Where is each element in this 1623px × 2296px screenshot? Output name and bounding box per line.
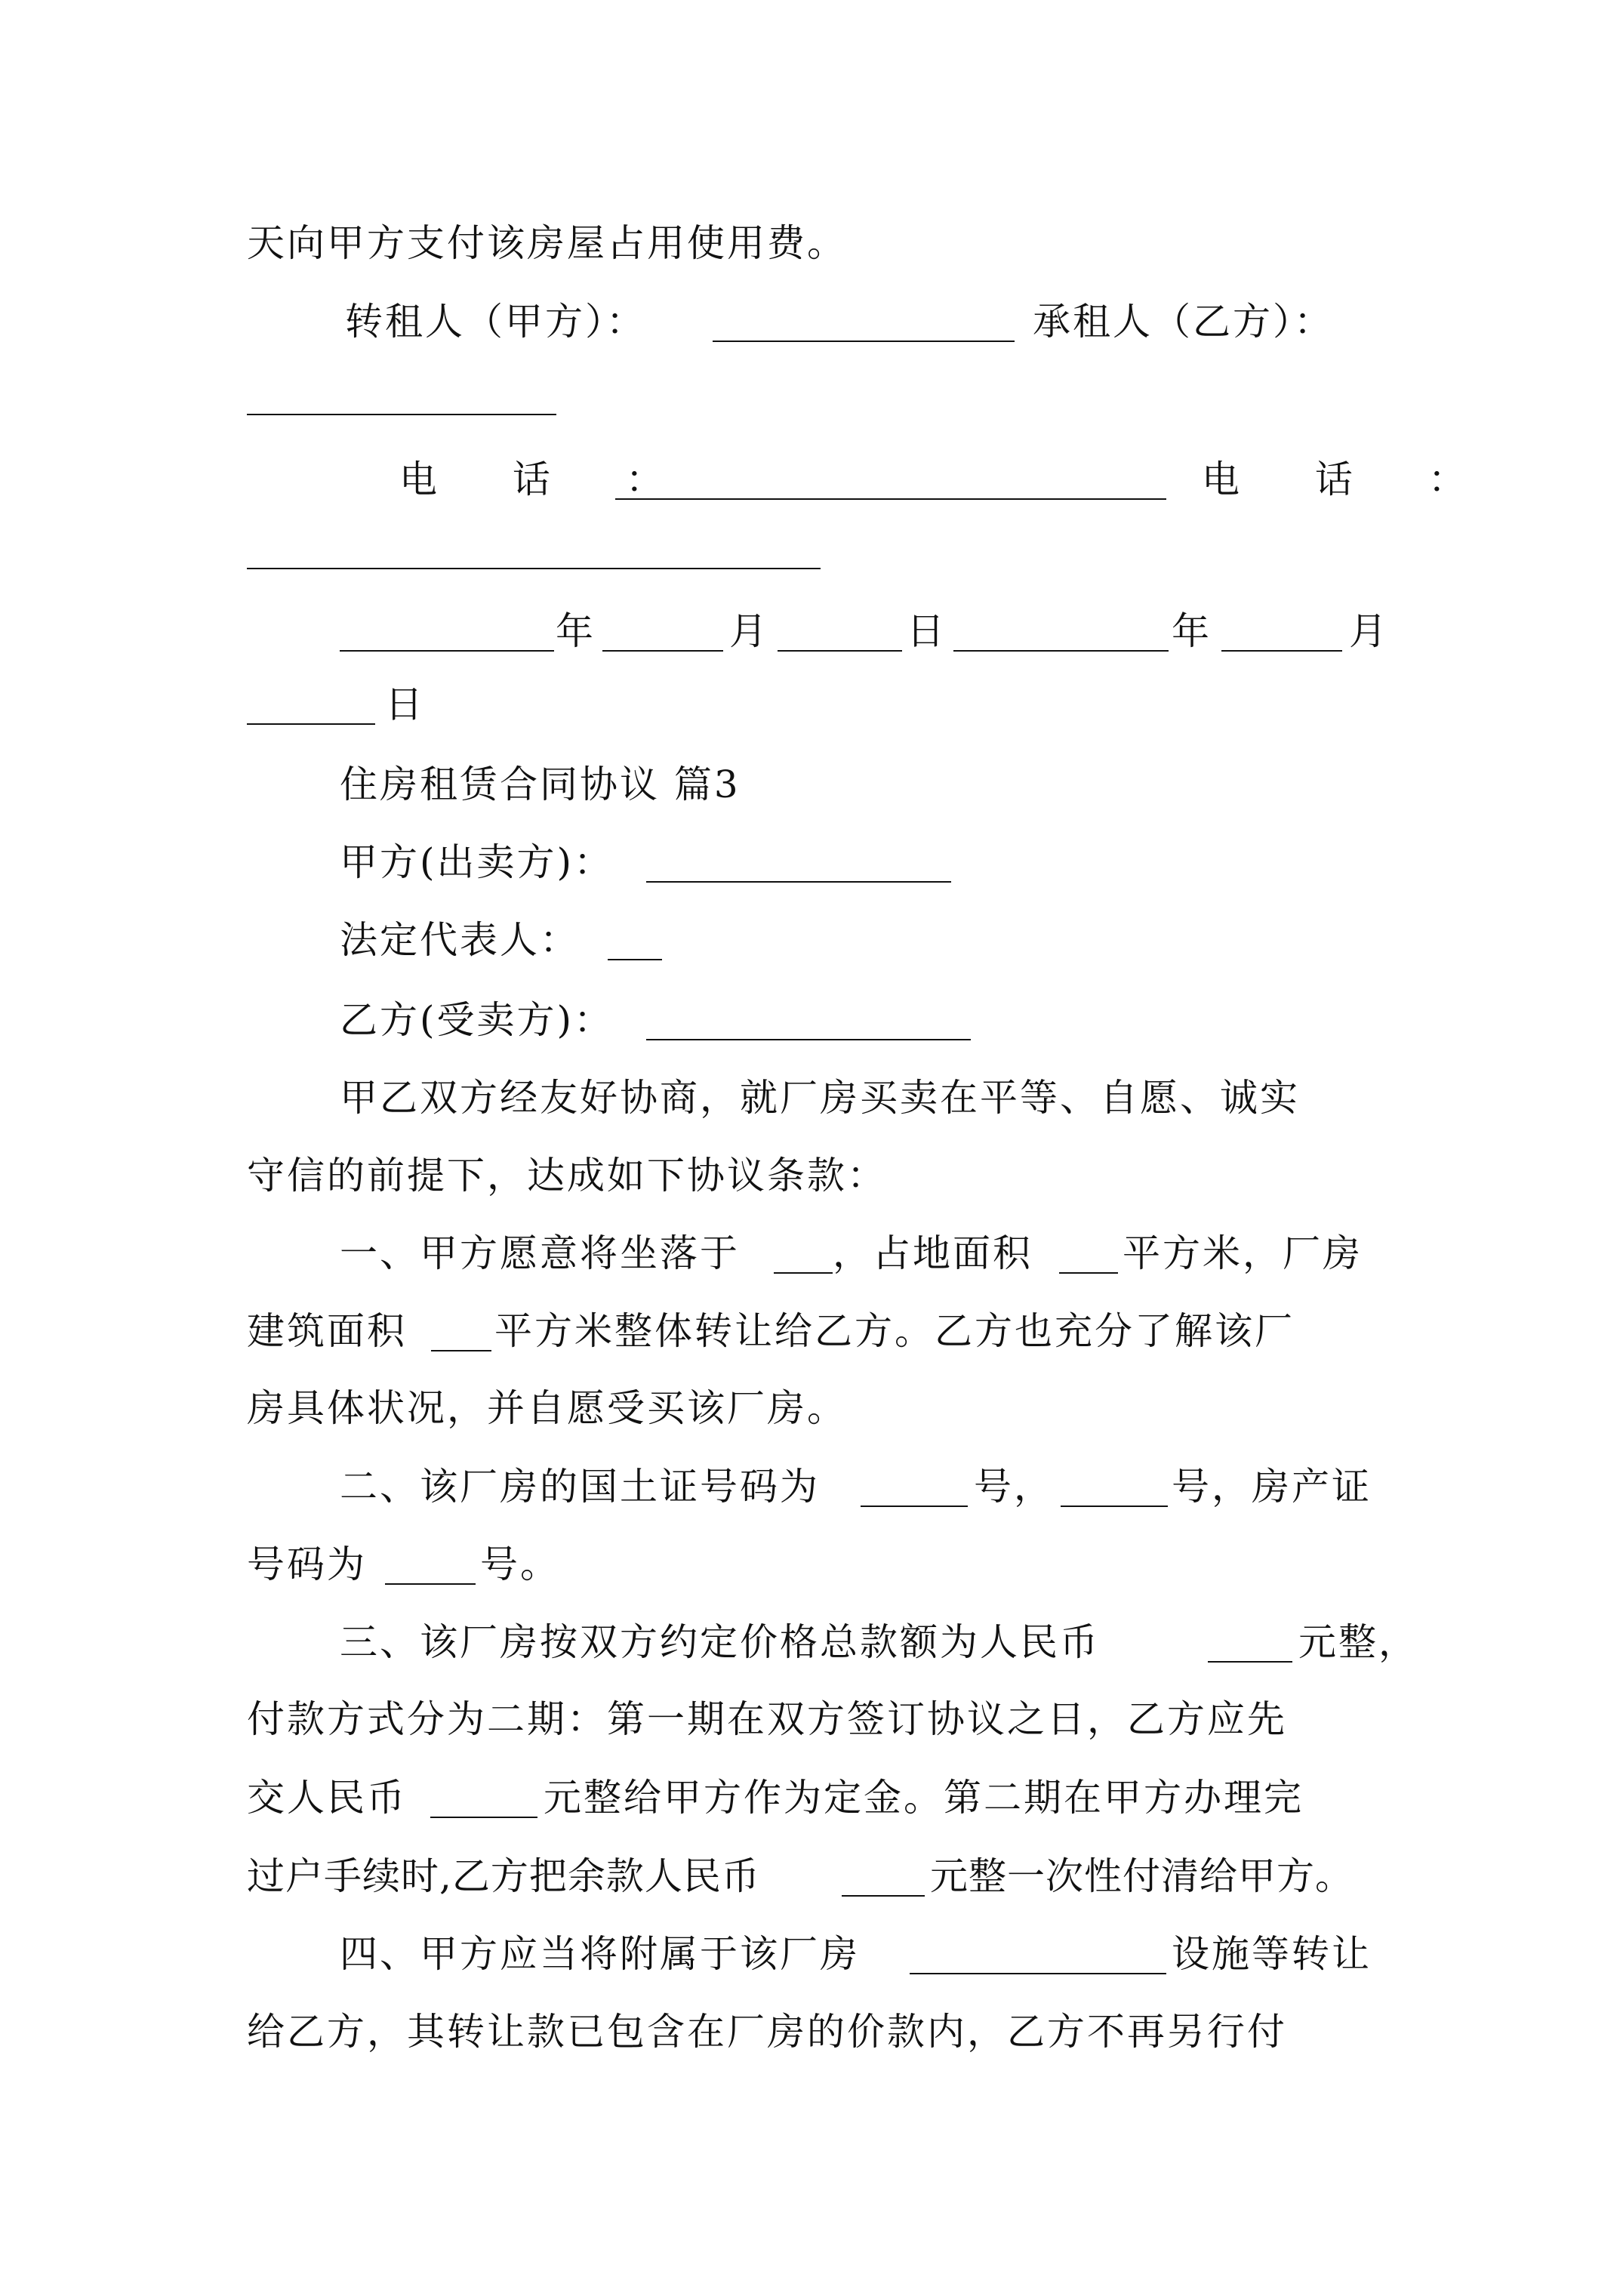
blank-field <box>247 723 375 725</box>
blank-field <box>910 1973 1166 1974</box>
month-label: 月 <box>1349 609 1389 653</box>
phone-label: 电 话 ： <box>399 458 695 501</box>
text-line <box>0 978 1623 1062</box>
clause-text: 付款方式分为二期：第一期在双方签订协议之日，乙方应先 <box>247 1697 1287 1741</box>
blank-field <box>615 498 1166 500</box>
text-line <box>0 1912 1623 1996</box>
clause-text: 二、该厂房的国土证号码为 <box>340 1465 820 1509</box>
text-line <box>0 353 1623 436</box>
text-line <box>0 1990 1623 2073</box>
blank-field <box>778 650 902 652</box>
text-line <box>0 1523 1623 1606</box>
clause-text: 一、甲方愿意将坐落于 <box>340 1231 740 1275</box>
blank-field <box>430 1817 537 1818</box>
text-line <box>0 743 1623 826</box>
clause-text: 建筑面积 <box>247 1309 407 1353</box>
blank-field <box>1059 1272 1118 1274</box>
legal-representative-label: 法定代表人： <box>340 918 580 962</box>
text-line <box>0 507 1623 590</box>
clause-text: 房具体状况，并自愿受买该厂房。 <box>247 1386 847 1430</box>
blank-field <box>602 650 723 652</box>
date-line <box>0 590 1623 673</box>
blank-field <box>646 1039 971 1040</box>
blank-field <box>953 650 1169 652</box>
phone-label: 电 话 ： <box>1202 458 1498 501</box>
text-line <box>0 1134 1623 1217</box>
clause-text: 三、该厂房按双方约定价格总款额为人民币 <box>340 1620 1100 1664</box>
clause-text: 四、甲方应当将附属于该厂房 <box>340 1932 860 1976</box>
clause-text: 元整， <box>1298 1620 1418 1664</box>
blank-field <box>247 414 556 415</box>
clause-text: 过户手续时,乙方把余款人民币 <box>247 1854 760 1898</box>
text-line <box>0 1601 1623 1684</box>
text-line <box>0 898 1623 982</box>
blank-field <box>1061 1505 1168 1507</box>
section-heading: 住房租赁合同协议 篇3 <box>340 763 741 806</box>
buyer-label: 乙方(受卖方)： <box>340 998 614 1042</box>
blank-field <box>774 1272 833 1274</box>
clause-text: 号， <box>974 1465 1054 1509</box>
text-line <box>0 1756 1623 1839</box>
paragraph-text: 天向甲方支付该房屋占用使用费。 <box>247 221 847 265</box>
clause-text: 交人民币 <box>247 1776 407 1820</box>
day-label: 日 <box>385 683 425 726</box>
blank-field <box>1221 650 1342 652</box>
blank-field <box>431 1350 491 1351</box>
clause-text: 号，房产证 <box>1172 1465 1372 1509</box>
blank-field <box>842 1895 925 1897</box>
sublessee-label: 承租人（乙方）： <box>1033 300 1334 344</box>
date-line <box>0 663 1623 746</box>
text-line <box>0 1835 1623 1918</box>
blank-field <box>608 959 662 960</box>
text-line <box>0 1212 1623 1295</box>
blank-field <box>247 568 821 569</box>
text-line <box>0 202 1623 285</box>
text-line <box>0 821 1623 904</box>
year-label: 年 <box>556 609 596 653</box>
paragraph-text: 守信的前提下，达成如下协议条款： <box>247 1154 887 1197</box>
sublessor-label: 转租人（甲方）： <box>345 300 646 344</box>
blank-field <box>340 650 554 652</box>
blank-field <box>861 1505 968 1507</box>
text-line <box>0 280 1623 363</box>
paragraph-text: 甲乙双方经友好协商，就厂房买卖在平等、自愿、诚实 <box>340 1076 1300 1120</box>
clause-text: 号码为 <box>247 1542 367 1586</box>
seller-label: 甲方(出卖方)： <box>340 840 614 884</box>
clause-text: 平方米整体转让给乙方。乙方也充分了解该厂 <box>494 1309 1295 1353</box>
text-line <box>0 1290 1623 1373</box>
clause-text: 号。 <box>480 1542 560 1586</box>
year-label: 年 <box>1172 609 1212 653</box>
blank-field <box>385 1583 476 1585</box>
blank-field <box>713 341 1015 342</box>
text-line <box>0 1678 1623 1761</box>
clause-text: 平方米，厂房 <box>1123 1231 1363 1275</box>
clause-text: 给乙方，其转让款已包含在厂房的价款内，乙方不再另行付 <box>247 2010 1287 2054</box>
clause-text: 元整给甲方作为定金。第二期在甲方办理完 <box>544 1776 1304 1820</box>
month-label: 月 <box>729 609 769 653</box>
blank-field <box>646 881 951 883</box>
clause-text: 设施等转让 <box>1172 1932 1372 1976</box>
text-line <box>0 1445 1623 1528</box>
day-label: 日 <box>907 609 947 653</box>
blank-field <box>1208 1661 1292 1663</box>
text-line <box>0 1367 1623 1450</box>
text-line <box>0 1056 1623 1139</box>
clause-text: 元整一次性付清给甲方。 <box>930 1854 1354 1898</box>
clause-text: ，占地面积 <box>833 1231 1033 1275</box>
